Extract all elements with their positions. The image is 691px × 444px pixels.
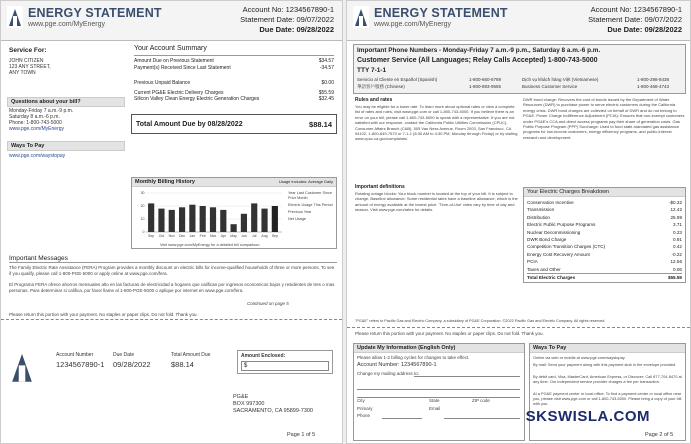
stub-total-label: Total Amount Due <box>171 352 211 358</box>
return-note: Please return this portion with your payment. No staples or paper clips. Do not fold. Thank you. <box>9 312 198 317</box>
y-tick-label: 0 <box>142 230 145 235</box>
phone-label: 華語客戶服務 (Chinese) <box>357 84 405 89</box>
legend-item: Net Usage <box>288 217 306 221</box>
update-title: Update My Information (English Only) <box>354 344 524 353</box>
legend-item: Electric Usage This Period <box>288 203 333 207</box>
questions-heading: Questions about your bill? <box>7 97 125 107</box>
watermark: SKSWISLA.COM <box>525 408 650 425</box>
x-tick-label: Dec <box>178 234 186 238</box>
page-number: Page 1 of 5 <box>287 432 316 438</box>
charge-value: -0.22 <box>671 251 682 257</box>
chart-legend <box>288 191 336 222</box>
tty-line: TTY 7-1-1 <box>357 67 387 74</box>
remit-address-line: BOX 997300 <box>233 401 265 407</box>
x-tick-label: Sep <box>148 234 155 238</box>
questions-link[interactable]: www.pge.com/MyEnergy <box>9 126 65 132</box>
service-for-label: Service For: <box>9 47 47 54</box>
charge-row <box>527 236 682 243</box>
charge-value: -$0.32 <box>668 200 682 205</box>
charge-label: Taxes and Other <box>527 266 561 272</box>
phone-numbers-box <box>353 44 686 94</box>
charge-row <box>527 258 682 265</box>
charges-title: Your Electric Charges Breakdown <box>524 188 685 197</box>
city-label: City <box>357 398 365 403</box>
phone-label: Dịch vụ khách hàng Việt (Vietnamese) <box>522 77 599 82</box>
usage-bar <box>169 210 175 232</box>
phone-input[interactable] <box>382 418 422 419</box>
charge-label: DWR Bond Charge <box>527 237 567 243</box>
stub-account-label: Account Number <box>56 352 94 358</box>
address-line-input[interactable] <box>357 389 520 390</box>
phone-number: 1-800-298-8438 <box>637 77 670 82</box>
messages-divider <box>9 262 337 263</box>
charge-label: Transmission <box>527 207 555 213</box>
chart-header <box>132 178 336 187</box>
update-subtitle: Please allow 1-2 billing cycles for changes to take effect. <box>357 355 470 360</box>
continued-note: Continued on page 5 <box>247 301 289 306</box>
stub-due-label: Due Date <box>113 352 135 358</box>
pge-logo-icon <box>7 349 37 385</box>
important-message-english: The Family Electric Rate Assistance (FERA) Program provides a monthly discount on electric bills for income-qualified households of three or more persons. To see if you qualify, please call 1-800-PGE-5000 or apply online at www.pge.com/fera. <box>9 265 335 276</box>
header-info <box>240 5 334 35</box>
charge-value: 0.91 <box>673 237 682 243</box>
charge-label: Energy Cost Recovery Amount <box>527 251 590 257</box>
x-tick-label: Apr <box>220 234 227 238</box>
state-label: State <box>429 398 440 403</box>
account-label: Account No: <box>590 5 632 14</box>
summary-row: Silicon Valley Clean Energy Electric Generation Charges $32.45 <box>134 96 334 102</box>
update-account: Account Number: 1234567890-1 <box>357 362 437 368</box>
pge-logo-icon <box>7 6 23 28</box>
return-note: Please return this portion with your payment. No staples or paper clips. Do not fold. Thank you. <box>355 331 544 336</box>
ways-to-pay-box <box>529 343 686 441</box>
account-number: 1234567890-1 <box>285 5 334 14</box>
usage-bar <box>231 224 237 232</box>
charge-value: $55.59 <box>667 275 682 281</box>
amount-enclosed-label: Amount Enclosed: <box>241 353 286 359</box>
phone-number: 1-800-660-6789 <box>469 77 502 82</box>
phone-number: 1-800-893-9555 <box>469 84 502 89</box>
x-tick-label: Sep <box>271 234 278 238</box>
billing-history-chart <box>131 177 337 249</box>
usage-bar <box>200 206 206 232</box>
mailing-address-input[interactable] <box>414 376 520 377</box>
charge-label: Total Electric Charges <box>527 275 576 281</box>
usage-bar <box>210 207 216 232</box>
rules-text: You may be eligible for a lower rate. To learn more about optional rates or view a complete list of rates and rules, visit www.pge.com or call 1-800-743-5000. If you believe there is an error on your bill, please call 1-800-743-5000 to speak with a representative. If you are not satisfied with our response, contact the California Public Utilities Commission (CPUC), Consumer Affairs Branch (CAB), 505 Van Ness Avenue, Room 2003, San Francisco, CA 94102, 1-800-649-7570 or 7-1-1 (8:30 AM to 4:30 PM, Monday through Friday) or by visiting www.cpuc.ca.gov/complaints/. <box>355 104 518 142</box>
brand-url: www.pge.com/MyEnergy <box>28 21 106 28</box>
questions-line: Monday-Friday 7 a.m.-9 p.m. <box>9 108 74 114</box>
charge-row <box>527 221 682 228</box>
charges-list <box>527 199 682 281</box>
statement-date: 09/07/2022 <box>296 15 334 24</box>
usage-bar <box>272 206 278 232</box>
charge-row <box>527 229 682 236</box>
ways-item: By debit card, Visa, MasterCard, American Express, or Discover: Call 877-704-8470 at any time. Our independent service provider charges a fee per transaction. <box>533 374 682 384</box>
page-header <box>347 1 690 41</box>
brand-url: www.pge.com/MyEnergy <box>374 21 452 28</box>
charges-explanation: DWR bond charge: Recovers the cost of bonds issued by the Department of Water Resources (DWR) to purchase power to serve electric customers during the California energy crisis. DWR bond charges are collected on behalf of DWR and do not belong to PG&E. Power Charge Indifference Adjustment (PCIA): Ensures that non-exempt customers under PG&E's CCA and direct access programs pay their share of generation costs. Gas Public Purpose Program (PPP) Surcharge: Used to fund state-mandated gas assistance programs for low-income customers, energy efficiency programs, and public-interest research and development. <box>523 97 685 140</box>
questions-line: Phone: 1-800-743-5000 <box>9 120 62 126</box>
charge-row <box>527 273 682 281</box>
ways-to-pay-title: Ways To Pay <box>530 344 685 353</box>
charge-row <box>527 199 682 206</box>
statement-page-2 <box>346 0 691 444</box>
y-tick-label: 30 <box>140 191 145 196</box>
charge-label: PCIA <box>527 259 538 265</box>
x-tick-label: Jan <box>189 234 196 238</box>
x-tick-label: Jun <box>241 234 247 238</box>
charge-value: 0.06 <box>673 266 682 272</box>
x-tick-label: Nov <box>168 234 175 238</box>
x-tick-label: May <box>230 234 237 238</box>
chart-note: Usage includes: Average Daily <box>278 179 333 184</box>
x-tick-label: Mar <box>209 234 217 238</box>
ways-item: By mail: Send your payment along with this payment stub in the envelope provided. <box>533 362 677 367</box>
charge-row <box>527 206 682 213</box>
charge-label: Distribution <box>527 214 550 220</box>
summary-table <box>134 58 334 103</box>
x-tick-label: Feb <box>199 234 206 238</box>
x-tick-label: Aug <box>261 234 268 238</box>
summary-row: Previous Unpaid Balance $0.00 <box>134 80 334 86</box>
statement-date-label: Statement Date: <box>240 15 295 24</box>
summary-row: Payment(s) Received Since Last Statement -34.57 <box>134 64 334 71</box>
brand-title: ENERGY STATEMENT <box>374 6 508 20</box>
summary-row: Amount Due on Previous Statement $34.57 <box>134 58 334 64</box>
usage-bar <box>189 205 195 232</box>
due-date-label: Due Date: <box>607 25 643 34</box>
mailing-address-label: Change my mailing address to: <box>357 371 420 376</box>
phone-label: Business Customer Service <box>522 84 578 89</box>
charge-row <box>527 251 682 258</box>
remit-address-line: SACRAMENTO, CA 95899-7300 <box>233 408 313 414</box>
page-number: Page 2 of 5 <box>645 432 674 438</box>
primary-label: Primary <box>357 406 373 411</box>
account-number: 1234567890-1 <box>633 5 682 14</box>
charge-label: Conservation Incentive <box>527 200 574 205</box>
copyright-note: "PG&E" refers to Pacific Gas and Electric Company, a subsidiary of PG&E Corporation. ©2022 Pacific Gas and Electric Company. All rights reserved. <box>355 319 606 323</box>
due-date: 09/28/2022 <box>296 25 334 34</box>
phone-label: Phone <box>357 413 371 418</box>
ways-item: At a PG&E payment center or local office. To find a payment center or local office near you, please visit www.pge.com or call 1-800-743-5000. Please bring a copy of your bill with you. <box>533 391 682 406</box>
charge-value: 0.23 <box>673 229 682 235</box>
electric-charges-breakdown <box>523 187 686 283</box>
chart-caption: Visit www.pge.com/MyEnergy for a detailed bill comparison. <box>160 243 261 247</box>
important-message-spanish: El Programa FERA ofrece ahorros mensuales alto en las facturas de electricidad a hogares que califican por ingresos economicos bajos y residentes de tres o mas personas. Para determinar si califica, por favor llame al 1-800-PGE-5000 o aplique por internet en www.pge.com/fera. <box>9 282 335 293</box>
charge-value: 0.42 <box>673 244 682 250</box>
total-amount-label: Total Amount Due by 08/28/2022 <box>136 120 243 128</box>
city-state-zip-input[interactable] <box>357 397 520 398</box>
page-header <box>1 1 342 41</box>
customer-name: JOHN CITIZEN <box>9 58 44 64</box>
important-definitions-title: Important definitions <box>355 184 405 190</box>
statement-date-label: Statement Date: <box>588 15 643 24</box>
usage-bar <box>179 207 185 232</box>
usage-bar <box>220 210 226 232</box>
brand-title: ENERGY STATEMENT <box>28 6 162 20</box>
charge-value: 12.56 <box>670 259 682 265</box>
charge-label: Electric Public Purpose Programs <box>527 222 596 228</box>
rules-title: Rules and rates <box>355 97 393 103</box>
charge-value: 3.71 <box>673 222 682 228</box>
ways-item: Online via web or mobile at www.pge.com/waystopay <box>533 355 625 360</box>
remit-address-line: PG&E <box>233 394 249 400</box>
definitions-text: Rotating outage blocks: Your block number is located at the top of your bill. It is subject to change. Baseline allowance: Some residential rates have a baseline allowance, which is the amount of energy available at the lowest price. 'Time-of-Use' rates vary by time of day and season. Visit www.pge.com/rates for details. <box>355 191 518 213</box>
pge-logo-icon <box>353 6 369 28</box>
email-label: Email <box>429 406 441 411</box>
y-tick-label: 10 <box>140 217 145 222</box>
x-tick-label: Jul <box>251 234 257 238</box>
update-information-form <box>353 343 525 441</box>
ways-to-pay-heading: Ways To Pay <box>7 141 125 151</box>
charge-value: 12.42 <box>670 207 682 213</box>
customer-city: ANY TOWN <box>9 70 36 76</box>
usage-bar <box>251 203 257 232</box>
summary-divider <box>134 55 334 56</box>
customer-service-line: Customer Service (All Languages; Relay Calls Accepted) 1-800-743-5000 <box>357 57 598 64</box>
ways-to-pay-link[interactable]: www.pge.com/waystopay <box>9 153 66 159</box>
charge-row <box>527 243 682 250</box>
due-date-label: Due Date: <box>259 25 295 34</box>
charge-label: Nuclear Decommissioning <box>527 229 581 235</box>
header-info <box>588 5 682 35</box>
chart-title: Monthly Billing History <box>135 179 195 185</box>
stub-total-amount: $88.14 <box>171 360 194 369</box>
usage-bar <box>241 214 247 232</box>
tear-line <box>1 319 342 320</box>
legend-item: Year Last Customer Since Prior Month <box>288 191 332 200</box>
important-messages-title: Important Messages <box>9 255 68 262</box>
charge-label: Competition Transition Charges (CTC) <box>527 244 606 250</box>
usage-bar <box>261 209 267 232</box>
stub-due-date: 09/28/2022 <box>113 360 151 369</box>
total-amount: $88.14 <box>309 119 332 129</box>
summary-title: Your Account Summary <box>134 45 207 52</box>
zip-label: ZIP code <box>472 398 490 403</box>
charge-value: 25.99 <box>670 214 682 220</box>
chart-plot <box>136 190 284 240</box>
due-date: 09/28/2022 <box>644 25 682 34</box>
phone-number: 1-800-468-4743 <box>637 84 670 89</box>
phone-label: Servicio al Cliente en Español (Spanish) <box>357 77 438 82</box>
customer-street: 123 ANY STREET, <box>9 64 51 70</box>
x-tick-label: Oct <box>158 234 165 238</box>
tear-line <box>347 327 690 328</box>
usage-bar <box>158 209 164 232</box>
email-input[interactable] <box>444 418 520 419</box>
charge-row <box>527 266 682 273</box>
questions-line: Saturday 8 a.m.-6 p.m. <box>9 114 60 120</box>
summary-row: Current PG&E Electric Delivery Charges $55.59 <box>134 89 334 96</box>
phone-header: Important Phone Numbers - Monday-Friday 7 a.m.-9 p.m., Saturday 8 a.m.-6 p.m. <box>357 47 601 54</box>
statement-date: 09/07/2022 <box>644 15 682 24</box>
legend-item: Previous Year <box>288 210 312 214</box>
statement-page-1 <box>0 0 343 444</box>
amount-enclosed-box <box>237 350 333 374</box>
amount-enclosed-input[interactable]: $ <box>241 361 329 371</box>
usage-bar <box>148 203 154 232</box>
y-tick-label: 20 <box>140 204 145 209</box>
total-amount-due-box <box>131 114 337 134</box>
stub-account-number: 1234567890-1 <box>56 360 105 369</box>
charge-row <box>527 214 682 221</box>
account-label: Account No: <box>242 5 284 14</box>
